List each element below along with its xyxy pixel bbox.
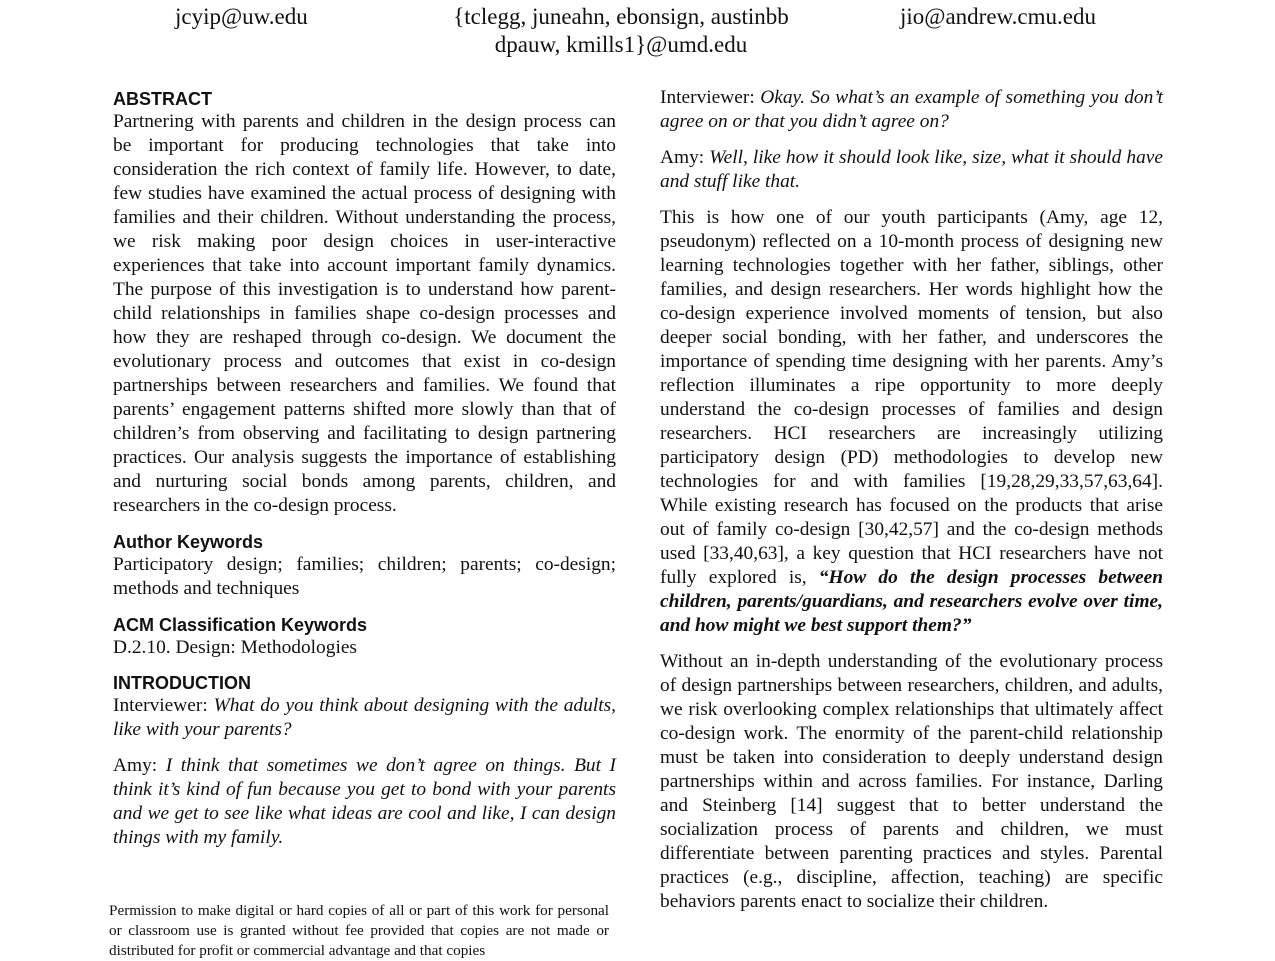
left-column: [113, 86, 616, 850]
author-email-center-line1: {tclegg, juneahn, ebonsign, austinbb: [453, 4, 789, 29]
abstract-heading: ABSTRACT: [113, 89, 212, 109]
abstract-text: Partnering with parents and children in the design process can be important for producing technologies that take into consideration the rich context of family life. However, to date, few studies have examined the actual process of designing with families and their children. Without understanding the process, we risk making poor design choices in user-interactive experiences that take into account important family dynamics. The purpose of this investigation is to understand how parent-child relationships in families shape co-design processes and how they are reshaped through co-design. We document the evolutionary process and outcomes that exist in co-design partnerships between researchers and families. We found that parents’ engagement patterns shifted more slowly than that of children’s from observing and facilitating to design partnering practices. Our analysis suggests the importance of establishing and nurturing social bonds among parents, children, and researchers in the co-design process.: [113, 111, 616, 516]
introduction-heading: INTRODUCTION: [113, 673, 251, 693]
speaker-label: Amy:: [660, 147, 710, 168]
body-text: This is how one of our youth participants (Amy, age 12, pseudonym) reflected on a 10-month process of designing new learning technologies together with her father, siblings, other families, and design researchers. Her words highlight how the co-design experience involved moments of tension, but also deeper social bonding, with her father, and underscores the importance of spending time designing with her parents. Amy’s reflection illuminates a ripe opportunity to more deeply understand the co-design processes of families and design researchers. HCI researchers are increasingly utilizing participatory design (PD) methodologies to develop new technologies for and with families [19,28,29,33,57,63,64]. While existing research has focused on the products that arise out of family co-design [30,42,57] and the co-design methods used [33,40,63], a key question that HCI researchers have not fully explored is,: [660, 207, 1163, 588]
author-email-center-line2: dpauw, kmills1}@umd.edu: [494, 32, 748, 57]
author-email-right: jio@andrew.cmu.edu: [900, 4, 1096, 29]
right-column: [660, 86, 1163, 914]
speaker-label: Interviewer:: [660, 87, 761, 108]
intro-paragraph-2: Without an in-depth understanding of the evolutionary process of design partnerships between researchers, children, and adults, we risk overlooking complex relationships that ultimately affect co-design work. The enormity of the parent-child relationship must be taken into consideration to deeply understand design partnerships within and across families. For instance, Darling and Steinberg [14] suggest that to better understand the socialization process of parents and children, we must differentiate between parenting practices and styles. Parental practices (e.g., discipline, affection, teaching) are specific behaviors parents enact to socialize their children.: [660, 651, 1163, 912]
author-email-left: jcyip@uw.edu: [175, 4, 308, 29]
quote-text: What do you think about designing with the adults, like with your parents?: [113, 695, 616, 740]
quote-text: Okay. So what’s an example of something you don’t agree on or that you didn’t agree on?: [660, 87, 1163, 132]
permission-notice: Permission to make digital or hard copies of all or part of this work for personal or classroom use is granted without fee provided that copies are not made or distributed for profit or commercial advantage and that copies: [109, 902, 609, 959]
interview-question-2: [660, 86, 1163, 134]
author-keywords-text: Participatory design; families; children; parents; co-design; methods and techniques: [113, 554, 616, 599]
speaker-label: Amy:: [113, 755, 166, 776]
quote-text: I think that sometimes we don’t agree on things. But I think it’s kind of fun because you get to bond with your parents and we get to see like what ideas are cool and like, I can design things with my family.: [113, 755, 616, 848]
speaker-label: Interviewer:: [113, 695, 214, 716]
author-keywords-heading: Author Keywords: [113, 532, 264, 552]
acm-keywords-text: D.2.10. Design: Methodologies: [113, 637, 357, 658]
interview-question-1: [113, 694, 616, 742]
research-question: “How do the design processes between children, parents/guardians, and researchers evolve over time, and how might we best support them?”: [660, 567, 1163, 636]
interview-answer-2: [660, 146, 1163, 194]
intro-paragraph-1: [660, 206, 1163, 638]
interview-answer-1: [113, 754, 616, 850]
quote-text: Well, like how it should look like, size, what it should have and stuff like that.: [660, 147, 1163, 192]
acm-keywords-heading: ACM Classification Keywords: [113, 615, 368, 635]
author-emails: [0, 0, 1275, 60]
